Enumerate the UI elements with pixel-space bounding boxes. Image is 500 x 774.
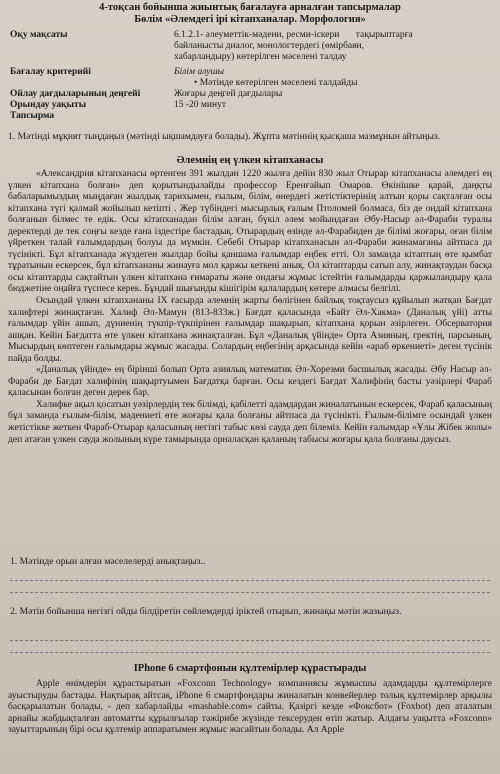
- goal-label: Оқу мақсаты: [10, 30, 68, 40]
- header-title: 4-тоқсан бойынша жиынтық бағалауға арналған тапсырмалар: [99, 2, 401, 13]
- text1-paragraph: Халифке ақыл қосатын уәзірлердің тек білімді, қабілетті адамдардан жиналатынын ескерсек, Фараб қаласының бұл заманда ғылым-білім, мәдениеті өте жоғары қала болғаны айтпаса да түсінікті. Ғылым-білімге осындай үлкен жетістікке жеткен Фараб-Отырар қаласының негізгі табыс көзі сауда деп білеміз. Кейін ғалымдар «Ұлы Жібек жолы» деп атаған үлкен сауда жолының күре тамырында орналасқан қаланың табысы жоғары қала болғаны даусыз.: [8, 398, 492, 445]
- text1-paragraph: «Даналық үйінде» ең бірінші болып Орта азиялық математик Әл-Хорезми басшылық жасады. Әбу Насыр әл-Фараби де Бағдат халифінің шақыртуымен Бағдатқа барған. Осы кездегі Бағдат Халифінің басты уәзірлері Фараб қаласынан болған деген дерек бар.: [8, 364, 492, 399]
- criteria-label: Бағалау критерийі: [10, 66, 91, 77]
- criteria-type: Білім алушы: [174, 66, 225, 77]
- worksheet-header: [0, 2, 500, 26]
- level-value: Жоғары деңгей дағдылары: [174, 89, 283, 100]
- goal-line2: байланысты диалог, монологтердегі (өмірбаян,: [174, 41, 364, 52]
- time-label: Орындау уақыты: [10, 100, 87, 111]
- answer-line: [10, 640, 490, 641]
- goal-code: 6.1.2.1- әлеуметтік-мәдени, ресми-іскери: [174, 30, 340, 40]
- text1-paragraph: Осындай үлкен кітапхананы IX ғасырда әлемнің жарты бөлігінен байлық тоқтаусыз құйылып жатқан Бағдат халифтері жинақтаған. Халиф Әл-Мамун (813-833ж.) Бағдат қаласында «Байт Әл-Хакма» (Даналық үйі) атты ғалымдар үйін ашып, дүниенің түкпір-түкпірінен ғалымдар шақырып, кітапхана қорын әзірлеген. Обсерватория ашқан. Кейін Бағдатта өте үлкен кітапхана жинақталған. Бұл «Даналық үйінде» Орта Азияның, гректің, парсының, Мысырдың көптеген ғалымдары жұмыс жасады. Солардың еңбегінің арқасында кейін «араб өркениеті» деген түсінік пайда болды.: [8, 295, 492, 364]
- text2-body: [8, 678, 492, 736]
- answer-line: [10, 580, 490, 581]
- criteria-value: [172, 64, 494, 89]
- meta-table: [8, 30, 494, 123]
- question-1: 1. Мәтінде орын алған мәселелерді анықтаңыз..: [10, 556, 206, 567]
- goal-tail: тақырыптарға: [355, 30, 413, 40]
- text2-title: IPhone 6 смартфонын құлтемірлер құрастырады: [133, 663, 367, 674]
- question-2: 2. Мәтін бойынша негізгі ойды білдіретін сөйлемдерді іріктей отырып, жинақы мәтін жазыңыз.: [10, 606, 402, 617]
- goal-line3: хабарландыру) көтерілген мәселені талдау: [174, 52, 347, 63]
- answer-line: [10, 652, 490, 653]
- header-section: Бөлім «Әлемдегі ірі кітапханалар. Морфология»: [134, 14, 366, 25]
- text1-paragraph: «Александрия кітапханасы өртенген 391 жылдан 1220 жылға дейін 830 жыл Отырар кітапханасы әлемдегі ең үлкен кітапхана болған» деп қорытындылайды профессор Еренғайып Омаров. Өкінішке қарай, даңқты бабаларымыздың мыңдаған жылдық тарихымен, ғылым, білім, өнердегі жетістіктерінің алтын қоры сақталған осы кітапхана түгі қалмай жойылып кетіпті . Жер түбіндегі мысырлық ғалым Птоломей болмаса, біз де ондай кітапхана болғанын білмес те едік. Осы кітапханадан білім алған, бүкіл әлем мойындаған Әбу-Насыр әл-Фараби туралы деректерді де тек соңғы кезде ғана іздестіре бастадық. Отырардың өзінде әл-Фарабиден де білімі жоғары, оған білім үйреткен талай ғалымдардың болуы да мүмкін. Себебі Отырар кітапханасын әл-Фараби жинамағаны айтпаса да түсінікті. Бұл кітапханада жүздеген жылдар бойы қаншама ғалымдар еңбек етті. Ол заманда кітаптың өте қымбат тұратынын ескерсек, бұл кітапхананы жинауға мол қаржы кеткені анық. Ол кітаптарды сатып алу, жинақтаудан басқа осы кітаптарды сақтайтын үлкен кітапхана ғимараты және ондағы жұмыс істейтін ғалымдарды қаржыландыру қала бюджетіне оңайға түспесе керек. Бұндай шығынды кішігірім қалалардың көтере алмасы белгілі.: [8, 168, 492, 295]
- level-label: Ойлау дағдыларының деңгейі: [10, 89, 141, 100]
- goal-value: [172, 30, 494, 64]
- text2-paragraph: Apple өнімдерін құрастыратын «Foxconn Technology» компаниясы жұмысшы адамдарды құлтемірлерге ауыстыруды бастады. Нақтырақ айтсақ, iPhone 6 смартфондары жиналатын конвейерлер толық құлтемірлер арқылы басқарылатын болады, - деп хабарлайды «mashable.com» сайты. Қазіргі кезде «Фоксбот» (Foxbot) деп аталатын арнайы жабдықталған автоматты құрылғылар тәжірибе жүзінде тексеруден өтіп жатыр. Алдағы уақытта «Foxconn» зауыттарының бірі осы құлтемір аппаратымен жұмыс жасайтын болады. Ал Apple: [8, 678, 492, 736]
- answer-line: [10, 592, 490, 593]
- text1-body: [8, 168, 492, 445]
- text1-title: Әлемнің ең үлкен кітапханасы: [176, 155, 324, 166]
- criteria-bullet: • Мәтінде көтерілген мәселені талдайды: [174, 78, 357, 88]
- task-instruction: 1. Мәтінді мұқият тыңдаңыз (мәтінді ықшамдауға болады). Жұпта мәтіннің қысқаша мазмұнын айтыңыз.: [8, 131, 441, 142]
- time-value: 15 -20 минут: [174, 100, 226, 111]
- task-label: Тапсырма: [10, 111, 55, 122]
